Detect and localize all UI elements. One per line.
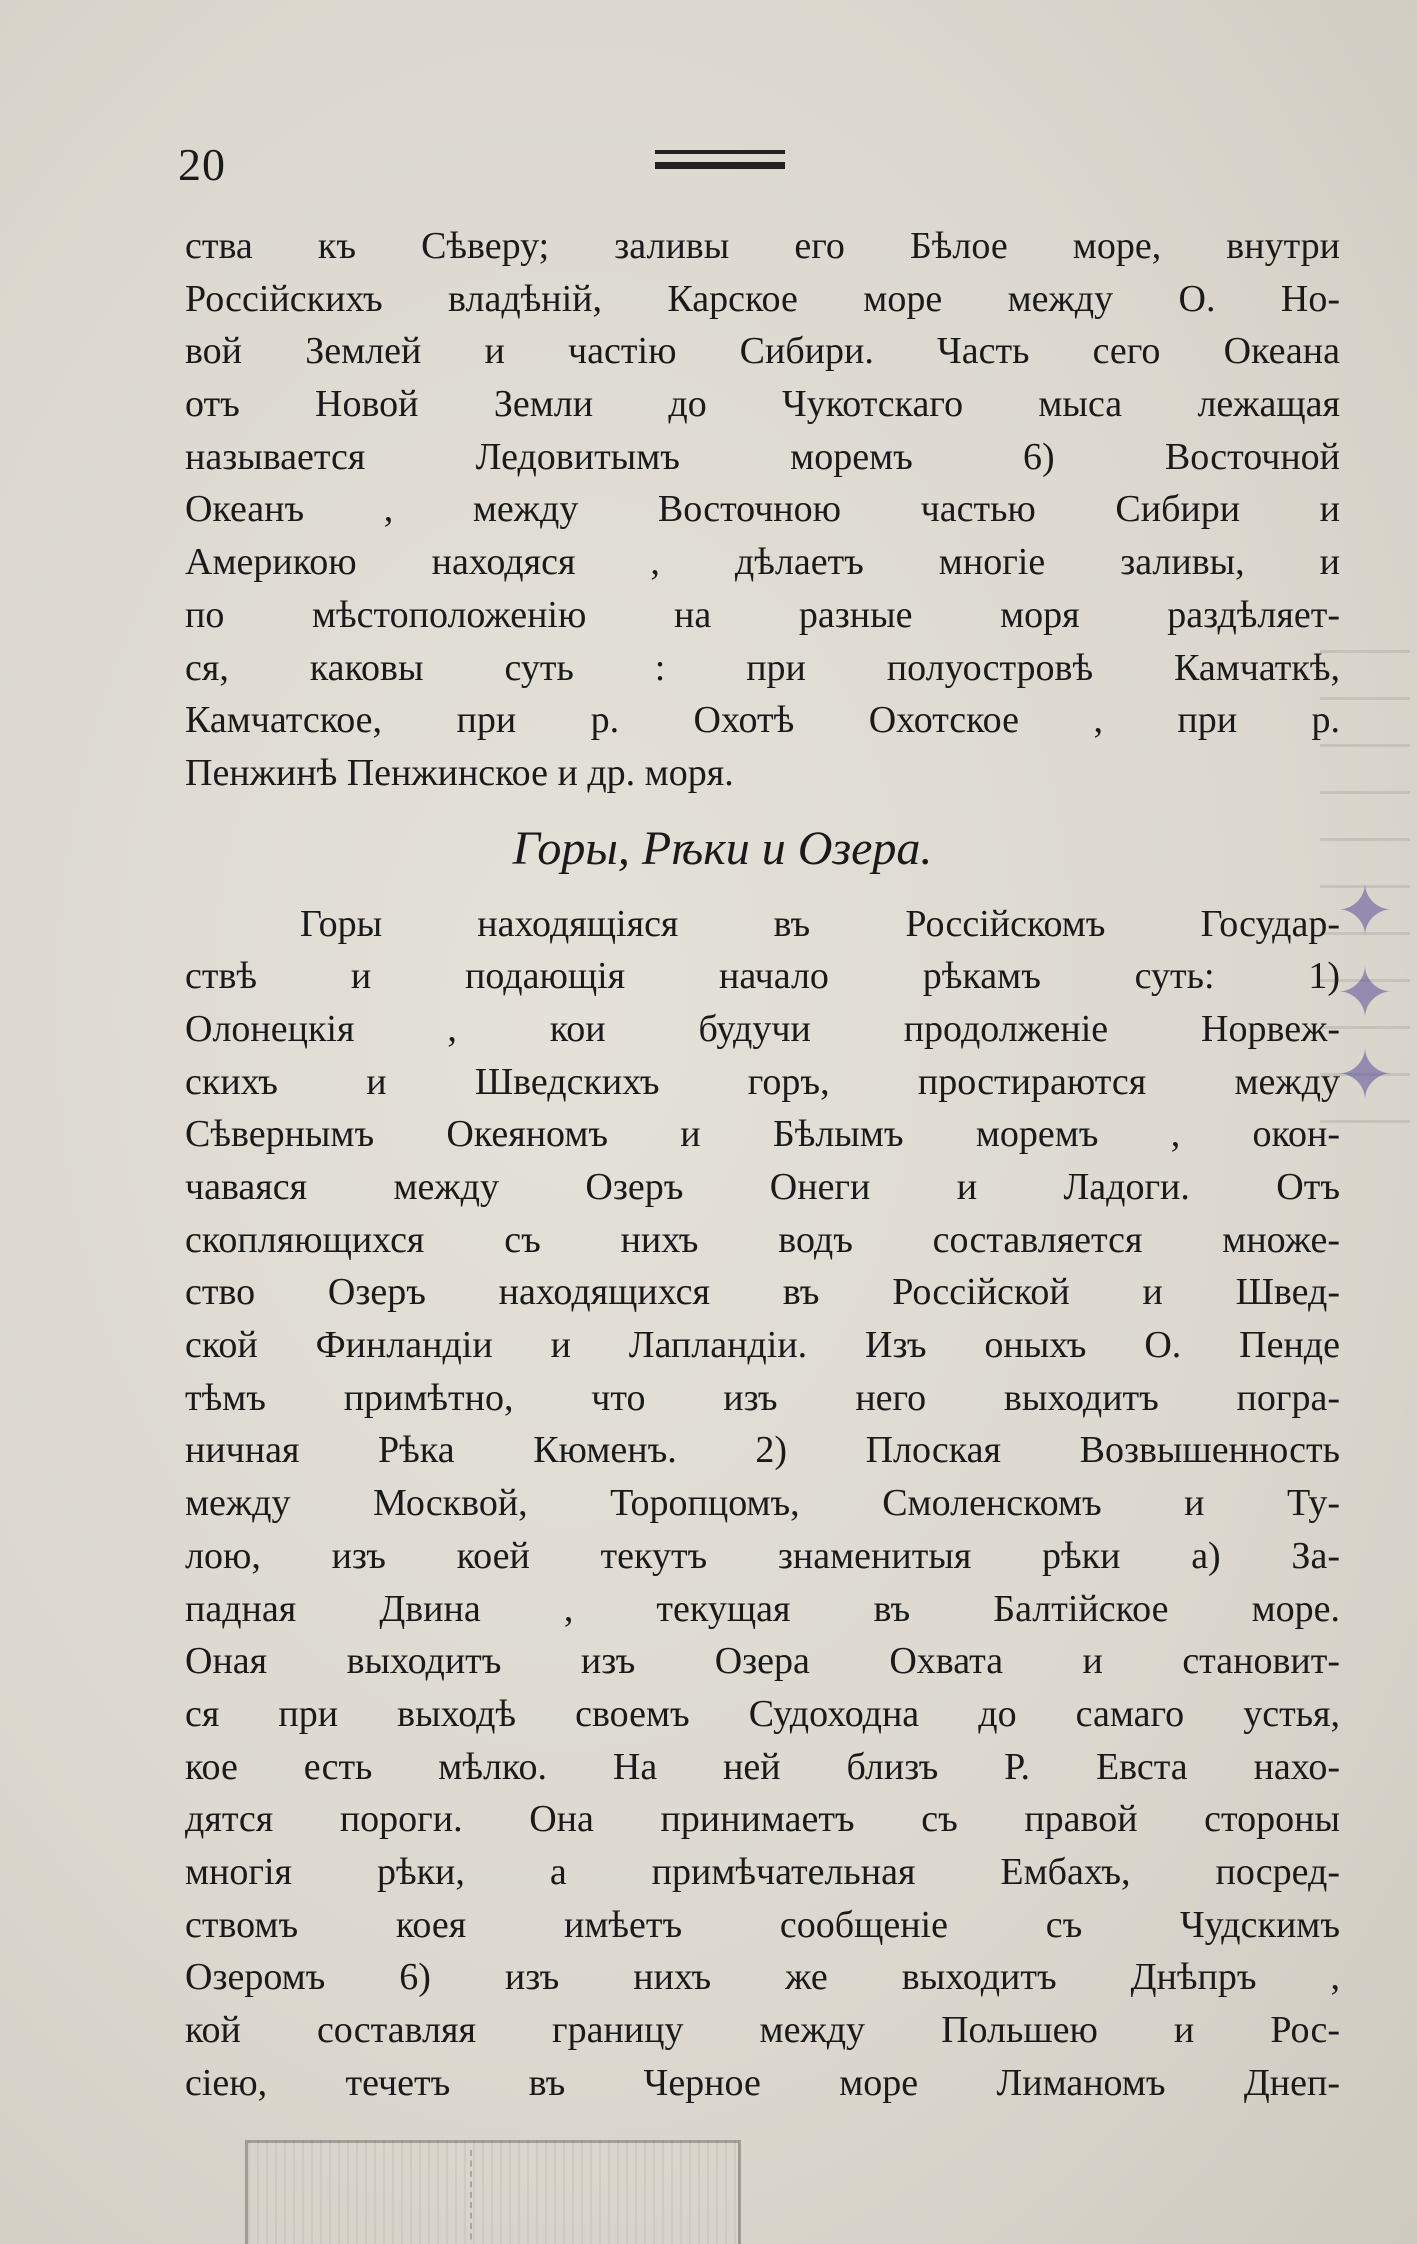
- text-line: вой Землей и частію Сибири. Часть сего Океана: [185, 330, 1340, 373]
- text-line: чаваяся между Озеръ Онеги и Ладоги. Отъ: [185, 1166, 1340, 1208]
- text-line: лою, изъ коей текутъ знаменитыя рѣки а) За-: [185, 1534, 1340, 1577]
- text-line: Олонецкія , кои будучи продолженіе Норвеж-: [185, 1007, 1340, 1050]
- text-line: Океанъ , между Восточною частью Сибири и: [185, 488, 1340, 531]
- text-line: по мѣстоположенію на разные моря раздѣляет-: [185, 593, 1340, 636]
- header-rule-thick: [655, 162, 785, 169]
- text-line: Америкою находяся , дѣлаетъ многіе заливы, и: [185, 541, 1340, 584]
- text-line: Россійскихъ владѣній, Карское море между О. Но-: [185, 277, 1340, 320]
- text-line: скопляющихся съ нихъ водъ составляется множе-: [185, 1218, 1340, 1261]
- text-line: называется Ледовитымъ моремъ 6) Восточной: [185, 435, 1340, 478]
- text-line: тѣмъ примѣтно, что изъ него выходитъ погра-: [185, 1376, 1340, 1419]
- text-line: ства къ Сѣверу; заливы его Бѣлое море, внутри: [185, 225, 1340, 267]
- text-line: Горы находящіяся въ Россійскомъ Государ-: [300, 902, 1340, 945]
- page-number: 20: [178, 139, 226, 190]
- text-line: ся при выходѣ своемъ Судоходна до самаго устья,: [185, 1692, 1340, 1735]
- text-line: ствомъ коея имѣетъ сообщеніе съ Чудскимъ: [185, 1903, 1340, 1946]
- header-rule: [655, 150, 785, 172]
- text-line: Сѣвернымъ Океяномъ и Бѣлымъ моремъ , окон-: [185, 1113, 1340, 1156]
- text-line: падная Двина , текущая въ Балтійское море.: [185, 1587, 1340, 1630]
- library-stamp-divider: [470, 2150, 722, 2244]
- text-line: дятся пороги. Она принимаетъ съ правой стороны: [185, 1798, 1340, 1841]
- text-line: Оная выходитъ изъ Озера Охвата и становит-: [185, 1640, 1340, 1683]
- text-line: Озеромъ 6) изъ нихъ же выходитъ Днѣпръ ,: [185, 1956, 1340, 1999]
- text-line: ство Озеръ находящихся въ Россійской и Швед-: [185, 1271, 1340, 1314]
- header-rule-thin: [655, 150, 785, 154]
- section-heading: Горы, Рѣки и Озера.: [512, 821, 933, 875]
- text-line: Пенжинѣ Пенжинское и др. моря.: [185, 751, 734, 794]
- text-line: ствѣ и подающія начало рѣкамъ суть: 1): [185, 955, 1340, 998]
- ink-stamp-bleed: ✦✦✦: [1324, 870, 1406, 1116]
- text-line: кое есть мѣлко. На ней близъ Р. Евста нахо-: [185, 1745, 1340, 1788]
- text-line: Камчатское, при р. Охотѣ Охотское , при р.: [185, 699, 1340, 742]
- text-line: многія рѣки, а примѣчательная Ембахъ, посред-: [185, 1850, 1340, 1893]
- text-line: сіею, течетъ въ Черное море Лиманомъ Днеп-: [185, 2061, 1340, 2104]
- text-line: скихъ и Шведскихъ горъ, простираются между: [185, 1060, 1340, 1103]
- text-line: ничная Рѣка Кюменъ. 2) Плоская Возвышенность: [185, 1429, 1340, 1472]
- text-line: ся, каковы суть : при полуостровѣ Камчаткѣ,: [185, 646, 1340, 689]
- text-line: отъ Новой Земли до Чукотскаго мыса лежащая: [185, 383, 1340, 426]
- text-line: ской Финландіи и Лапландіи. Изъ оныхъ О. Пенде: [185, 1324, 1340, 1367]
- text-line: кой составляя границу между Польшею и Рос-: [185, 2009, 1340, 2051]
- text-line: между Москвой, Торопцомъ, Смоленскомъ и Ту-: [185, 1482, 1340, 1525]
- body-text: [185, 220, 1340, 2109]
